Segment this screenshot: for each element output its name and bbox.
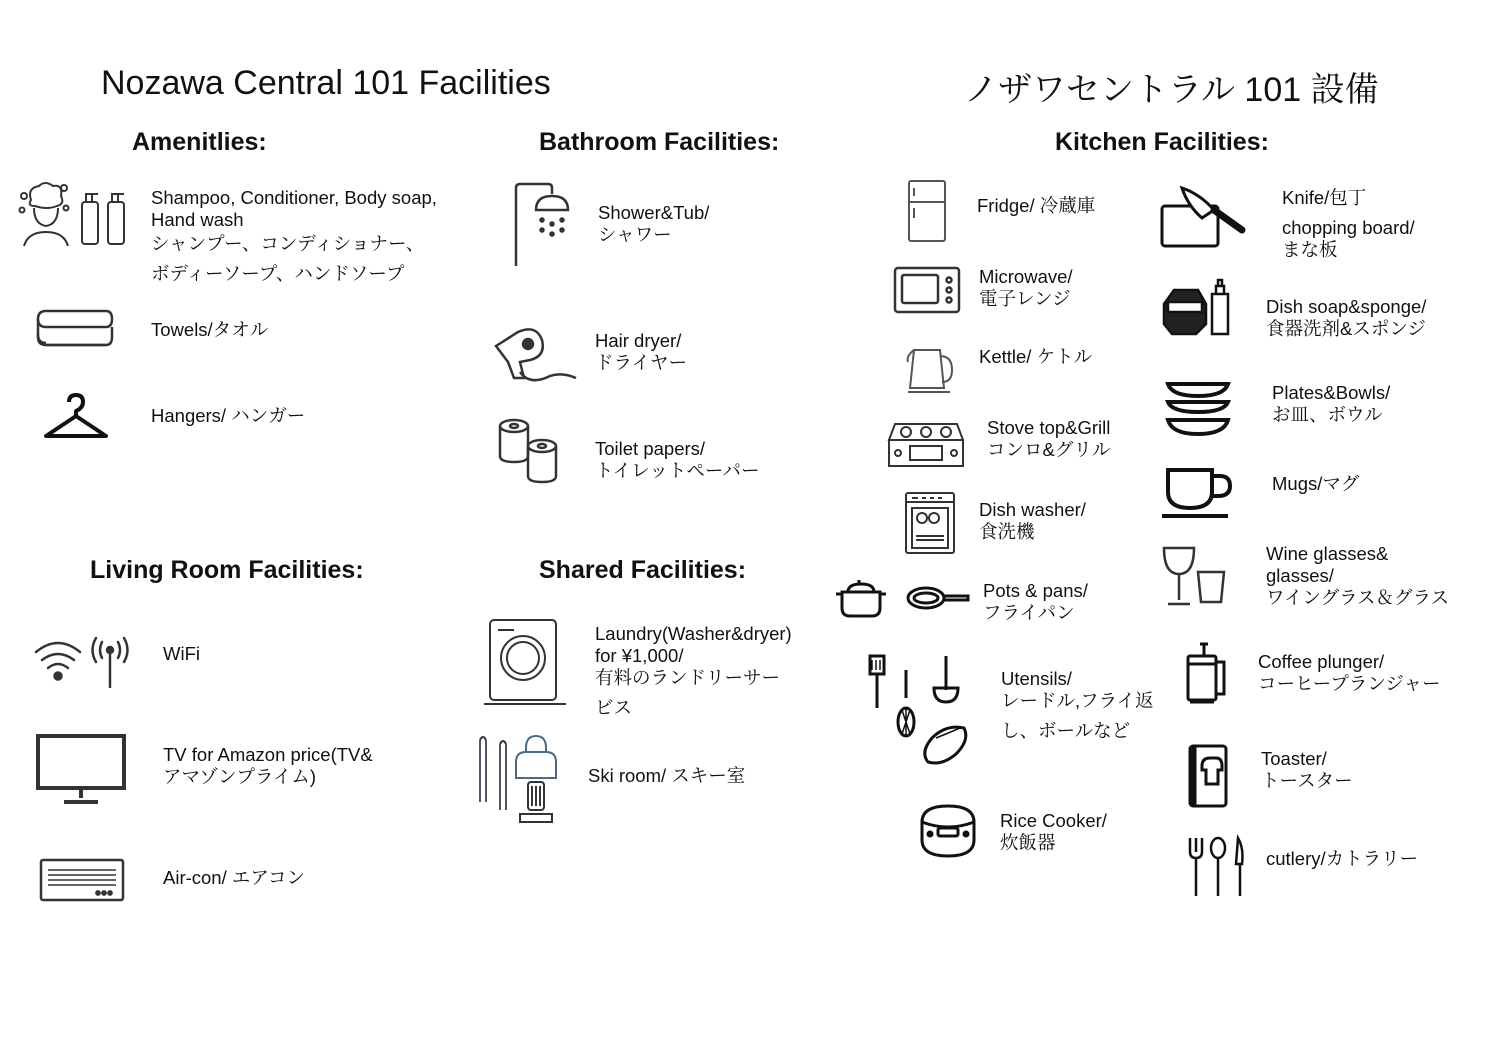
ski-room-icon bbox=[474, 732, 558, 826]
facility-label: Fridge/ 冷蔵庫 bbox=[977, 195, 1096, 216]
facility-label: Hangers/ ハンガー bbox=[151, 405, 306, 426]
facility-label: Toilet papers/ トイレットペーパー bbox=[595, 438, 760, 481]
page-title: Nozawa Central 101 Facilities bbox=[101, 64, 551, 102]
facility-label: Towels/タオル bbox=[151, 319, 269, 340]
facility-label: Shampoo, Conditioner, Body soap, Hand wash シャンプー、コンディショナー、 ボディーソープ、ハンドソープ bbox=[151, 187, 437, 284]
toilet-paper-icon bbox=[494, 416, 566, 484]
mug-icon bbox=[1158, 464, 1236, 524]
tv-icon bbox=[34, 730, 128, 806]
fridge-icon bbox=[904, 178, 950, 244]
microwave-icon bbox=[892, 264, 962, 316]
dishwasher-icon bbox=[902, 490, 958, 556]
folded-towel-icon bbox=[32, 305, 114, 355]
facility-label: TV for Amazon price(TV& アマゾンプライム) bbox=[163, 744, 373, 787]
cutlery-icon bbox=[1186, 834, 1248, 900]
facility-label: Pots & pans/ フライパン bbox=[983, 580, 1088, 623]
coffee-plunger-icon bbox=[1180, 640, 1232, 706]
facility-label: Stove top&Grill コンロ&グリル bbox=[987, 417, 1111, 460]
utensils-icon bbox=[862, 650, 976, 768]
air-conditioner-icon bbox=[38, 856, 126, 904]
section-heading-kitchen: Kitchen Facilities: bbox=[1055, 128, 1269, 156]
facility-label: Shower&Tub/ シャワー bbox=[598, 202, 710, 245]
facility-label: Knife/包丁 chopping board/ まな板 bbox=[1282, 187, 1415, 260]
washing-machine-icon bbox=[482, 616, 568, 708]
section-heading-bathroom: Bathroom Facilities: bbox=[539, 128, 780, 156]
facility-label: Wine glasses& glasses/ ワイングラス＆グラス bbox=[1266, 543, 1449, 608]
hanger-icon bbox=[42, 392, 110, 442]
facility-label: Dish washer/ 食洗機 bbox=[979, 499, 1086, 542]
plates-bowls-icon bbox=[1164, 378, 1232, 442]
facility-label: Mugs/マグ bbox=[1272, 473, 1360, 494]
facility-label: Utensils/ レードル,フライ返 し、ボールなど bbox=[1001, 668, 1154, 741]
person-washing-hair-bottles-icon bbox=[14, 180, 134, 250]
toaster-icon bbox=[1184, 742, 1234, 810]
dish-soap-sponge-icon bbox=[1160, 276, 1236, 338]
wine-glass-icon bbox=[1160, 542, 1230, 608]
shower-icon bbox=[510, 180, 576, 270]
section-heading-living-room: Living Room Facilities: bbox=[90, 556, 364, 584]
pot-and-pan-icon bbox=[830, 576, 972, 620]
facility-label: Plates&Bowls/ お皿、ボウル bbox=[1272, 382, 1391, 425]
facility-label: Dish soap&sponge/ 食器洗剤&スポンジ bbox=[1266, 296, 1427, 339]
facility-label: Coffee plunger/ コーヒープランジャー bbox=[1258, 651, 1441, 694]
wifi-icon bbox=[32, 636, 134, 688]
facility-label: WiFi bbox=[163, 643, 200, 664]
section-heading-amenities: Amenitlies: bbox=[132, 128, 267, 156]
facility-label: Ski room/ スキー室 bbox=[588, 765, 746, 786]
facility-label: Laundry(Washer&dryer) for ¥1,000/ 有料のランドリーサー ビス bbox=[595, 623, 792, 718]
facility-label: Rice Cooker/ 炊飯器 bbox=[1000, 810, 1107, 853]
stove-grill-icon bbox=[886, 418, 966, 470]
facility-label: cutlery/カトラリー bbox=[1266, 848, 1419, 869]
page-title-japanese: ノザワセントラル 101 設備 bbox=[964, 71, 1379, 109]
facility-label: Hair dryer/ ドライヤー bbox=[595, 330, 687, 373]
facility-label: Toaster/ トースター bbox=[1261, 748, 1353, 791]
facility-label: Kettle/ ケトル bbox=[979, 346, 1093, 367]
hair-dryer-icon bbox=[490, 322, 578, 384]
section-heading-shared: Shared Facilities: bbox=[539, 556, 747, 584]
kettle-icon bbox=[904, 342, 956, 398]
rice-cooker-icon bbox=[916, 798, 980, 860]
facility-label: Microwave/ 電子レンジ bbox=[979, 266, 1073, 309]
knife-cutting-board-icon bbox=[1158, 184, 1248, 250]
facility-label: Air-con/ エアコン bbox=[163, 867, 305, 888]
